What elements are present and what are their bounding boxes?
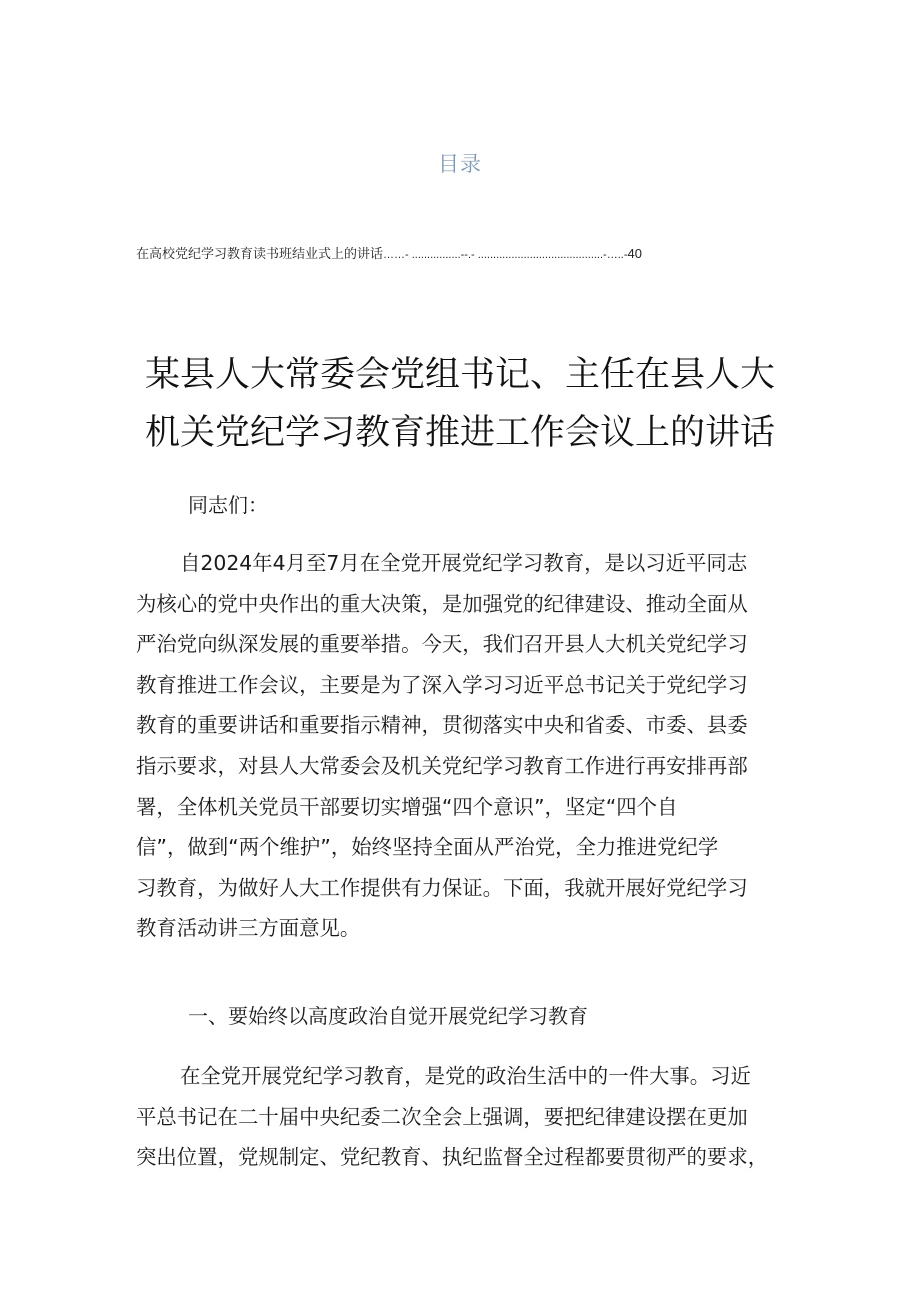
paragraph-line: 信”，做到“两个维护”，始终坚持全面从严治党，全力推进党纪学: [136, 835, 719, 860]
paragraph-line: 在全党开展党纪学习教育，是党的政治生活中的一件大事。习近: [180, 1064, 751, 1088]
paragraph-line: 指示要求，对县人大常委会及机关党纪学习教育工作进行再安排再部: [136, 753, 748, 778]
paragraph-line: 署，全体机关党员干部要切实增强“四个意识”，坚定“四个自: [136, 794, 678, 819]
paragraph-line: 教育活动讲三方面意见。: [136, 916, 361, 941]
paragraph-line: 自2024年4月至7月在全党开展党纪学习教育，是以习近平同志: [180, 551, 748, 575]
document-title: [120, 346, 800, 462]
paragraph-line: 习教育，为做好人大工作提供有力保证。下面，我就开展好党纪学习: [136, 875, 748, 900]
document-title-line: 机关党纪学习教育推进工作会议上的讲话: [144, 413, 775, 453]
toc-heading: 目录: [438, 152, 482, 176]
document-title-line: 某县人大常委会党组书记、主任在县人大: [144, 355, 775, 395]
paragraph-1: [136, 543, 786, 949]
greeting: 同志们：: [188, 493, 268, 517]
paragraph-line: 平总书记在二十届中央纪委二次全会上强调，要把纪律建设摆在更加: [136, 1104, 748, 1129]
paragraph-line: 突出位置，党规制定、党纪教育、执纪监督全过程都要贯彻严的要求，: [136, 1145, 769, 1170]
paragraph-line: 严治党向纵深发展的重要举措。今天，我们召开县人大机关党纪学习: [136, 632, 748, 657]
toc-entry-leader: ……- ................--.- .........................................-…..-: [383, 249, 628, 261]
toc-entry[interactable]: [136, 244, 776, 265]
section-1-heading: 一、要始终以高度政治自觉开展党纪学习教育: [188, 1004, 588, 1028]
paragraph-line: 为核心的党中央作出的重大决策，是加强党的纪律建设、推动全面从: [136, 591, 748, 616]
paragraph-line: 教育推进工作会议，主要是为了深入学习习近平总书记关于党纪学习: [136, 672, 748, 697]
paragraph-line: 教育的重要讲话和重要指示精神，贯彻落实中央和省委、市委、县委: [136, 713, 748, 738]
paragraph-2: [136, 1056, 786, 1178]
toc-entry-title: 在高校党纪学习教育读书班结业式上的讲话: [136, 247, 384, 262]
toc-entry-page-number: 40: [627, 246, 642, 261]
